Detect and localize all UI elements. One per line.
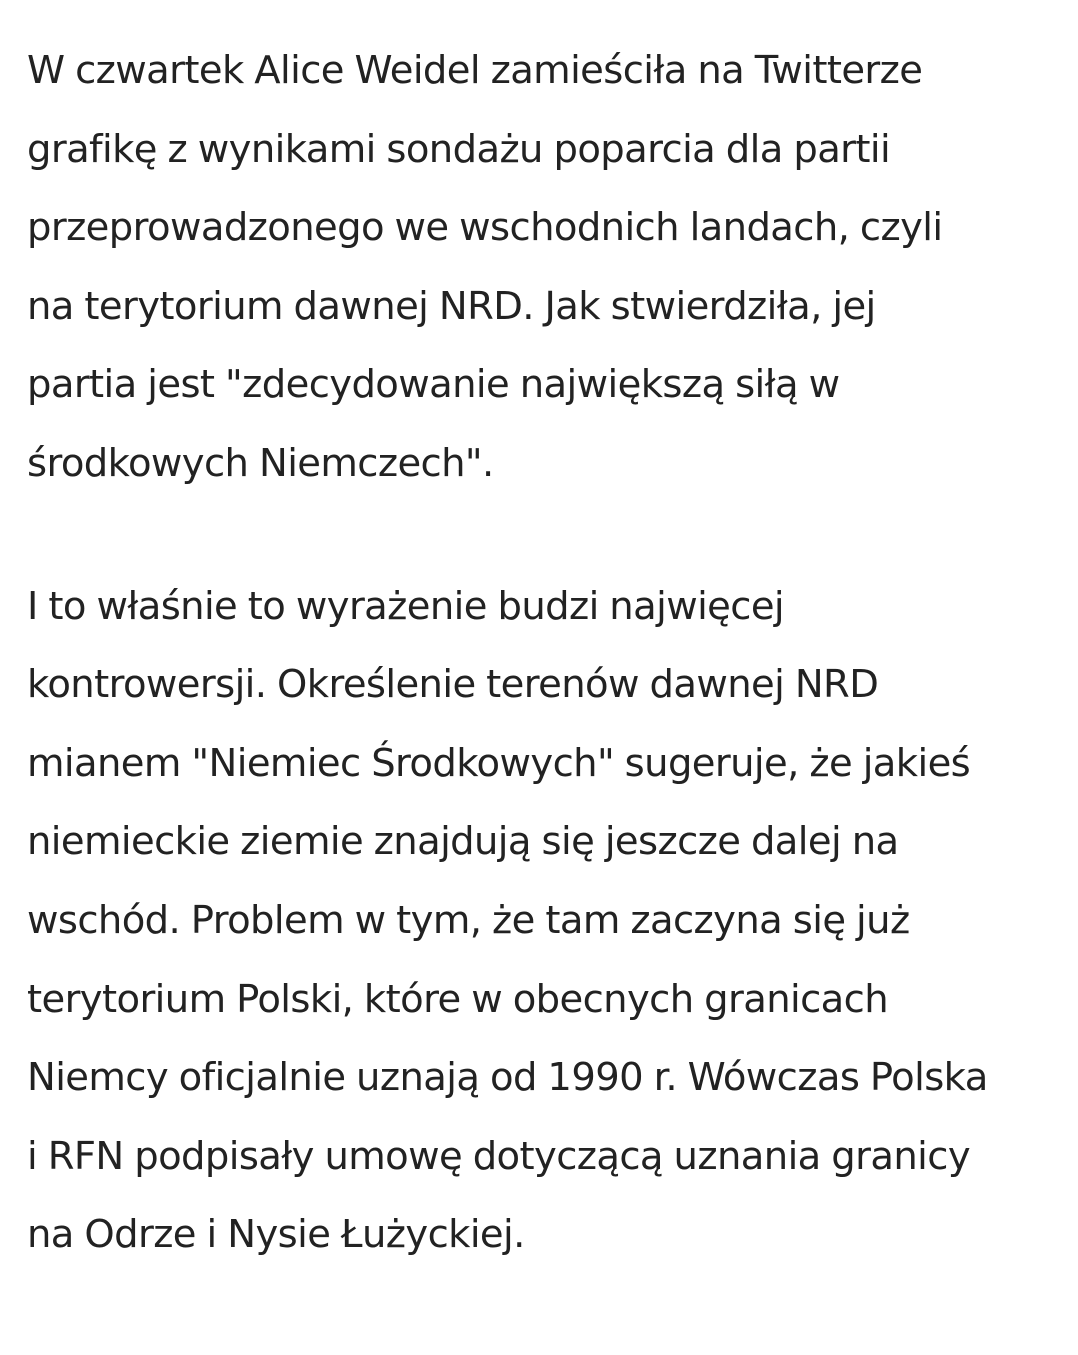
text-line: wschód. Problem w tym, że tam zaczyna się już: [27, 897, 910, 943]
text-line: środkowych Niemczech".: [27, 440, 494, 486]
text-line: przeprowadzonego we wschodnich landach, czyli: [27, 205, 943, 251]
text-line: niemieckie ziemie znajdują się jeszcze dalej na: [27, 819, 899, 865]
text-line: W czwartek Alice Weidel zamieściła na Twitterze: [27, 48, 923, 93]
text-line: kontrowersji. Określenie terenów dawnej NRD: [27, 662, 879, 708]
text-line: na Odrze i Nysie Łużyckiej.: [27, 1212, 525, 1258]
text-line: I to właśnie to wyrażenie budzi najwięcej: [27, 583, 785, 629]
text-line: na terytorium dawnej NRD. Jak stwierdziła, jej: [27, 283, 876, 329]
text-line: terytorium Polski, które w obecnych granicach: [27, 976, 889, 1022]
text-line: i RFN podpisały umowę dotyczącą uznania granicy: [27, 1133, 971, 1179]
text-line: Niemcy oficjalnie uznają od 1990 r. Wówczas Polska: [27, 1055, 988, 1101]
text-line: partia jest "zdecydowanie największą siłą w: [27, 362, 840, 408]
article-paragraph-1: [27, 32, 1067, 504]
article-paragraph-2: [27, 568, 1067, 1275]
article-body: [27, 32, 1067, 1275]
text-line: mianem "Niemiec Środkowych" sugeruje, że jakieś: [27, 740, 971, 786]
text-line: grafikę z wynikami sondażu poparcia dla partii: [27, 126, 891, 172]
